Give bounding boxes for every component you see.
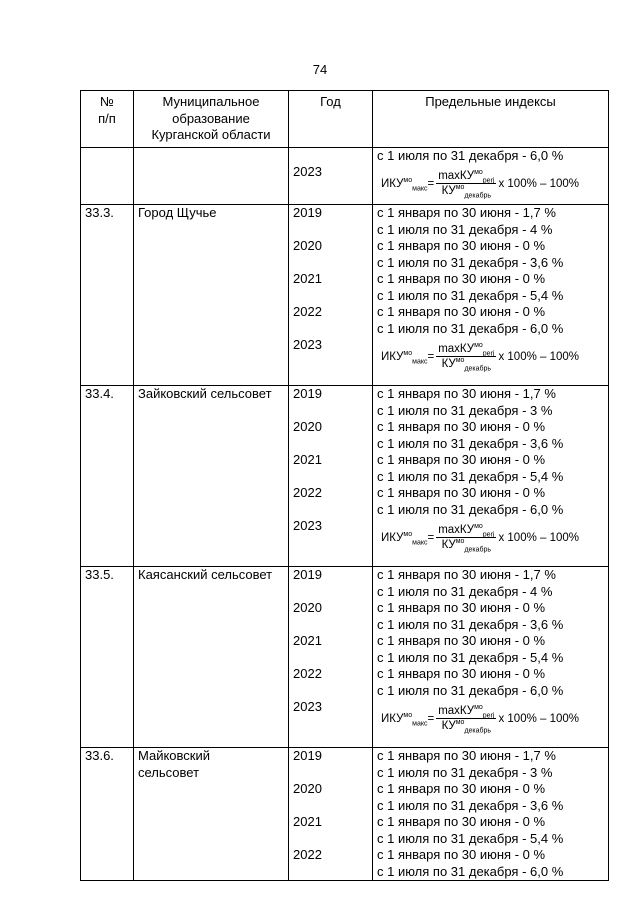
index-line: с 1 июля по 31 декабря - 5,4 % — [377, 830, 564, 846]
year-label: 2019 — [293, 205, 322, 220]
cell-years — [289, 567, 373, 748]
cell-number: 33.5. — [81, 567, 134, 748]
table-row — [81, 205, 609, 386]
index-line: с 1 января по 30 июня - 1,7 % — [377, 748, 556, 763]
cell-indices — [373, 386, 609, 567]
year-label: 2022 — [293, 304, 322, 319]
index-line: с 1 июля по 31 декабря - 6,0 % — [377, 147, 564, 163]
index-line: с 1 июля по 31 декабря - 5,4 % — [377, 468, 564, 484]
header-number: № п/п — [81, 91, 134, 148]
cell-indices — [373, 205, 609, 386]
formula-fraction — [436, 705, 496, 734]
municipality-name: Майковский — [138, 748, 211, 763]
formula-fraction — [436, 524, 496, 553]
cell-municipality — [134, 147, 289, 205]
formula-eq: = — [427, 531, 435, 544]
index-line: с 1 июля по 31 декабря - 3 % — [377, 402, 553, 418]
index-line: с 1 июля по 31 декабря - 5,4 % — [377, 649, 564, 665]
municipality-name: Город Щучье — [138, 205, 217, 220]
year-label: 2023 — [293, 337, 322, 352]
year-label: 2022 — [293, 485, 322, 500]
cell-indices — [373, 748, 609, 881]
table-row — [81, 748, 609, 881]
year-label: 2020 — [293, 600, 322, 615]
formula-eq: = — [427, 350, 435, 363]
cell-municipality — [134, 205, 289, 386]
cell-number: 33.4. — [81, 386, 134, 567]
cell-years — [289, 748, 373, 881]
formula-denominator: $КУ^{мо}_{декабрь}$ — [441, 537, 492, 553]
table-row — [81, 567, 609, 748]
index-line: с 1 января по 30 июня - 0 % — [377, 304, 546, 319]
table-row — [81, 386, 609, 567]
formula-denominator: $КУ^{мо}_{декабрь}$ — [441, 356, 492, 372]
page-number: 74 — [312, 62, 328, 77]
formula-tail: х 100% – 100% — [498, 712, 580, 725]
year-label: 2019 — [293, 567, 322, 582]
formula-lhs: $ИКУ^{мо}_{макс}$ — [381, 711, 428, 728]
index-line: с 1 июля по 31 декабря - 3,6 % — [377, 435, 564, 451]
cell-number: 33.6. — [81, 748, 134, 881]
year-label: 2021 — [293, 452, 322, 467]
formula-tail: х 100% – 100% — [498, 531, 580, 544]
table-row-continuation — [81, 147, 609, 205]
header-year: Год — [289, 91, 373, 148]
index-line: с 1 июля по 31 декабря - 4 % — [377, 583, 553, 599]
cell-municipality — [134, 567, 289, 748]
formula-numerator: maxКУ$^{мо}_{perj}$ — [438, 341, 495, 357]
cell-years — [289, 386, 373, 567]
cell-indices — [373, 147, 609, 205]
year-label: 2022 — [293, 666, 322, 681]
index-line: с 1 января по 30 июня - 0 % — [377, 814, 546, 829]
index-line: с 1 января по 30 июня - 0 % — [377, 633, 546, 648]
cell-number — [81, 147, 134, 205]
formula-lhs: $ИКУ^{мо}_{макс}$ — [381, 176, 428, 193]
index-line: с 1 июля по 31 декабря - 3 % — [377, 764, 553, 780]
formula — [377, 699, 604, 739]
municipality-name: Каясанский сельсовет — [138, 567, 273, 582]
year-label: 2020 — [293, 781, 322, 796]
year-label: 2019 — [293, 386, 322, 401]
cell-years — [289, 147, 373, 205]
formula-denominator: $КУ^{мо}_{декабрь}$ — [441, 183, 492, 199]
header-municipality: Муниципальное образование Курганской области — [134, 91, 289, 148]
formula-fraction — [436, 343, 496, 372]
cell-years — [289, 205, 373, 386]
year-label: 2021 — [293, 633, 322, 648]
index-line: с 1 июля по 31 декабря - 6,0 % — [377, 320, 564, 336]
formula — [377, 337, 604, 377]
index-line: с 1 июля по 31 декабря - 4 % — [377, 221, 553, 237]
index-line: с 1 января по 30 июня - 0 % — [377, 419, 546, 434]
cell-municipality — [134, 748, 289, 881]
index-line: с 1 января по 30 июня - 0 % — [377, 485, 546, 500]
formula — [377, 164, 604, 204]
formula — [377, 518, 604, 558]
formula-lhs: $ИКУ^{мо}_{макс}$ — [381, 530, 428, 547]
limit-indices-table — [80, 90, 609, 881]
year-label: 2021 — [293, 814, 322, 829]
municipality-name: сельсовет — [138, 764, 200, 780]
index-line: с 1 января по 30 июня - 1,7 % — [377, 567, 556, 582]
formula-numerator: maxКУ$^{мо}_{perj}$ — [438, 522, 495, 538]
index-line: с 1 июля по 31 декабря - 3,6 % — [377, 797, 564, 813]
formula-eq: = — [427, 177, 435, 190]
index-line: с 1 января по 30 июня - 0 % — [377, 271, 546, 286]
year-label: 2020 — [293, 238, 322, 253]
formula-numerator: maxКУ$^{мо}_{perj}$ — [438, 703, 495, 719]
index-line: с 1 июля по 31 декабря - 5,4 % — [377, 287, 564, 303]
year-label: 2021 — [293, 271, 322, 286]
formula-lhs: $ИКУ^{мо}_{макс}$ — [381, 349, 428, 366]
year-label: 2023 — [293, 518, 322, 533]
year-label: 2022 — [293, 847, 322, 862]
index-line: с 1 июля по 31 декабря - 6,0 % — [377, 501, 564, 517]
municipality-name: Зайковский сельсовет — [138, 386, 272, 401]
index-line: с 1 января по 30 июня - 0 % — [377, 452, 546, 467]
index-line: с 1 июля по 31 декабря - 6,0 % — [377, 863, 564, 879]
index-line: с 1 января по 30 июня - 0 % — [377, 600, 546, 615]
cell-municipality — [134, 386, 289, 567]
cell-indices — [373, 567, 609, 748]
index-line: с 1 июля по 31 декабря - 3,6 % — [377, 254, 564, 270]
cell-number: 33.3. — [81, 205, 134, 386]
index-line: с 1 июля по 31 декабря - 3,6 % — [377, 616, 564, 632]
year-label: 2019 — [293, 748, 322, 763]
index-line: с 1 января по 30 июня - 0 % — [377, 847, 546, 862]
formula-numerator: maxКУ$^{мо}_{perj}$ — [438, 168, 495, 184]
index-line: с 1 января по 30 июня - 1,7 % — [377, 205, 556, 220]
formula-tail: х 100% – 100% — [498, 350, 580, 363]
formula-denominator: $КУ^{мо}_{декабрь}$ — [441, 718, 492, 734]
index-line: с 1 января по 30 июня - 0 % — [377, 238, 546, 253]
year-label: 2023 — [293, 699, 322, 714]
index-line: с 1 июля по 31 декабря - 6,0 % — [377, 682, 564, 698]
formula-eq: = — [427, 712, 435, 725]
formula-tail: х 100% – 100% — [498, 177, 580, 190]
index-line: с 1 января по 30 июня - 1,7 % — [377, 386, 556, 401]
table-header-row — [81, 91, 609, 148]
year-label: 2020 — [293, 419, 322, 434]
formula-fraction — [436, 170, 496, 199]
year-label: 2023 — [293, 163, 322, 179]
index-line: с 1 января по 30 июня - 0 % — [377, 666, 546, 681]
header-indices: Предельные индексы — [373, 91, 609, 148]
index-line: с 1 января по 30 июня - 0 % — [377, 781, 546, 796]
